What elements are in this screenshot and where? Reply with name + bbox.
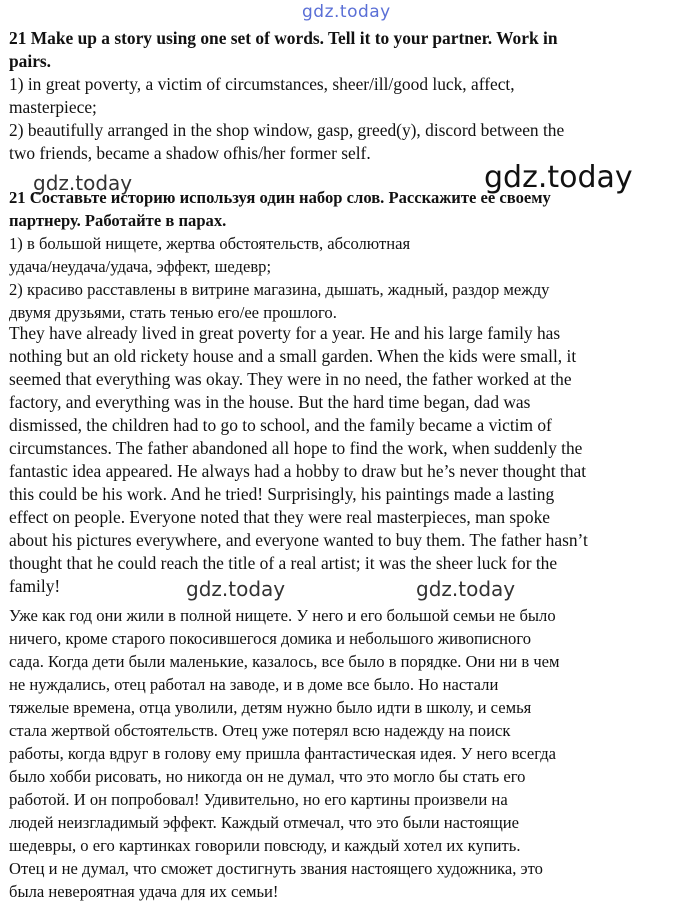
russian-story-line: ничего, кроме старого покосившегося домика и небольшого живописного xyxy=(9,629,532,648)
russian-story xyxy=(9,604,681,903)
russian-story-line: стала жертвой обстоятельств. Отец уже потерял всю надежду на поиск xyxy=(9,721,511,740)
russian-task-title: партнеру. Работайте в парах. xyxy=(9,211,227,230)
watermark-left: gdz.today xyxy=(33,171,133,195)
english-story-line: fantastic idea appeared. He always had a hobby to draw but he’s never thought that xyxy=(9,461,587,481)
russian-story-line: тяжелые времена, отца уволили, детям нужно было идти в школу, и семья xyxy=(9,698,532,717)
russian-story-line: не нуждались, отец работал на заводе, и в доме все было. Но настали xyxy=(9,675,499,694)
russian-story-line: было хобби рисовать, но никогда он не думал, что это могло бы стать его xyxy=(9,767,526,786)
russian-story-line: шедевры, о его картинках говорили повсюду, и каждый хотел их купить. xyxy=(9,836,521,855)
russian-task-line: 2) красиво расставлены в витрине магазина, дышать, жадный, раздор между xyxy=(9,280,550,299)
russian-story-line: людей неизгладимый эффект. Каждый отмечал, что это были настоящие xyxy=(9,813,520,832)
russian-task-title: 21 Составьте историю используя один набор слов. Расскажите ее своему xyxy=(9,188,551,207)
russian-story-line: была невероятная удача для их семьи! xyxy=(9,882,279,901)
english-story-line: circumstances. The father abandoned all hope to find the work, when suddenly the xyxy=(9,438,583,458)
english-story-line: dismissed, the children had to go to school, and the family became a victim of xyxy=(9,415,552,435)
english-task-title: 21 Make up a story using one set of words. Tell it to your partner. Work in xyxy=(9,28,558,48)
russian-story-line: сада. Когда дети были маленькие, казалось, все было в порядке. Они ни в чем xyxy=(9,652,560,671)
russian-task-line: 1) в большой нищете, жертва обстоятельств, абсолютная xyxy=(9,234,411,253)
english-story-line: thought that he could reach the title of a real artist; it was the sheer luck for the xyxy=(9,553,558,573)
english-story-line: seemed that everything was okay. They were in no need, the father worked at the xyxy=(9,369,572,389)
english-story xyxy=(9,322,681,598)
english-story-line: factory, and everything was in the house. But the hard time began, dad was xyxy=(9,392,531,412)
russian-story-line: работы, когда вдруг в голову ему пришла фантастическая идея. У него всегда xyxy=(9,744,557,763)
russian-task-line: удача/неудача/удача, эффект, шедевр; xyxy=(9,257,272,276)
english-story-line: about his pictures everywhere, and everyone wanted to buy them. The father hasn’t xyxy=(9,530,588,550)
russian-story-line: Отец и не думал, что сможет достигнуть звания настоящего художника, это xyxy=(9,859,543,878)
russian-task xyxy=(9,186,681,324)
watermark-mid-right: gdz.today xyxy=(416,577,516,601)
watermark-top: gdz.today xyxy=(302,2,391,22)
russian-story-line: работой. И он попробовал! Удивительно, но его картины произвели на xyxy=(9,790,508,809)
russian-story-line: Уже как год они жили в полной нищете. У него и его большой семьи не было xyxy=(9,606,556,625)
russian-task-line: двумя друзьями, стать тенью его/ее прошлого. xyxy=(9,303,337,322)
english-story-line: nothing but an old rickety house and a small garden. When the kids were small, it xyxy=(9,346,577,366)
watermark-right-large: gdz.today xyxy=(484,160,633,195)
english-story-line: effect on people. Everyone noted that they were real masterpieces, man spoke xyxy=(9,507,550,527)
english-story-line: family! xyxy=(9,576,61,596)
english-task xyxy=(9,27,681,165)
english-story-line: this could be his work. And he tried! Surprisingly, his paintings made a lasting xyxy=(9,484,555,504)
english-task-line: two friends, became a shadow ofhis/her former self. xyxy=(9,143,371,163)
english-task-line: 1) in great poverty, a victim of circumstances, sheer/ill/good luck, affect, xyxy=(9,74,515,94)
english-task-line: 2) beautifully arranged in the shop window, gasp, greed(y), discord between the xyxy=(9,120,565,140)
watermark-mid-left: gdz.today xyxy=(186,577,286,601)
english-story-line: They have already lived in great poverty for a year. He and his large family has xyxy=(9,323,561,343)
english-task-title: pairs. xyxy=(9,51,52,71)
english-task-line: masterpiece; xyxy=(9,97,97,117)
